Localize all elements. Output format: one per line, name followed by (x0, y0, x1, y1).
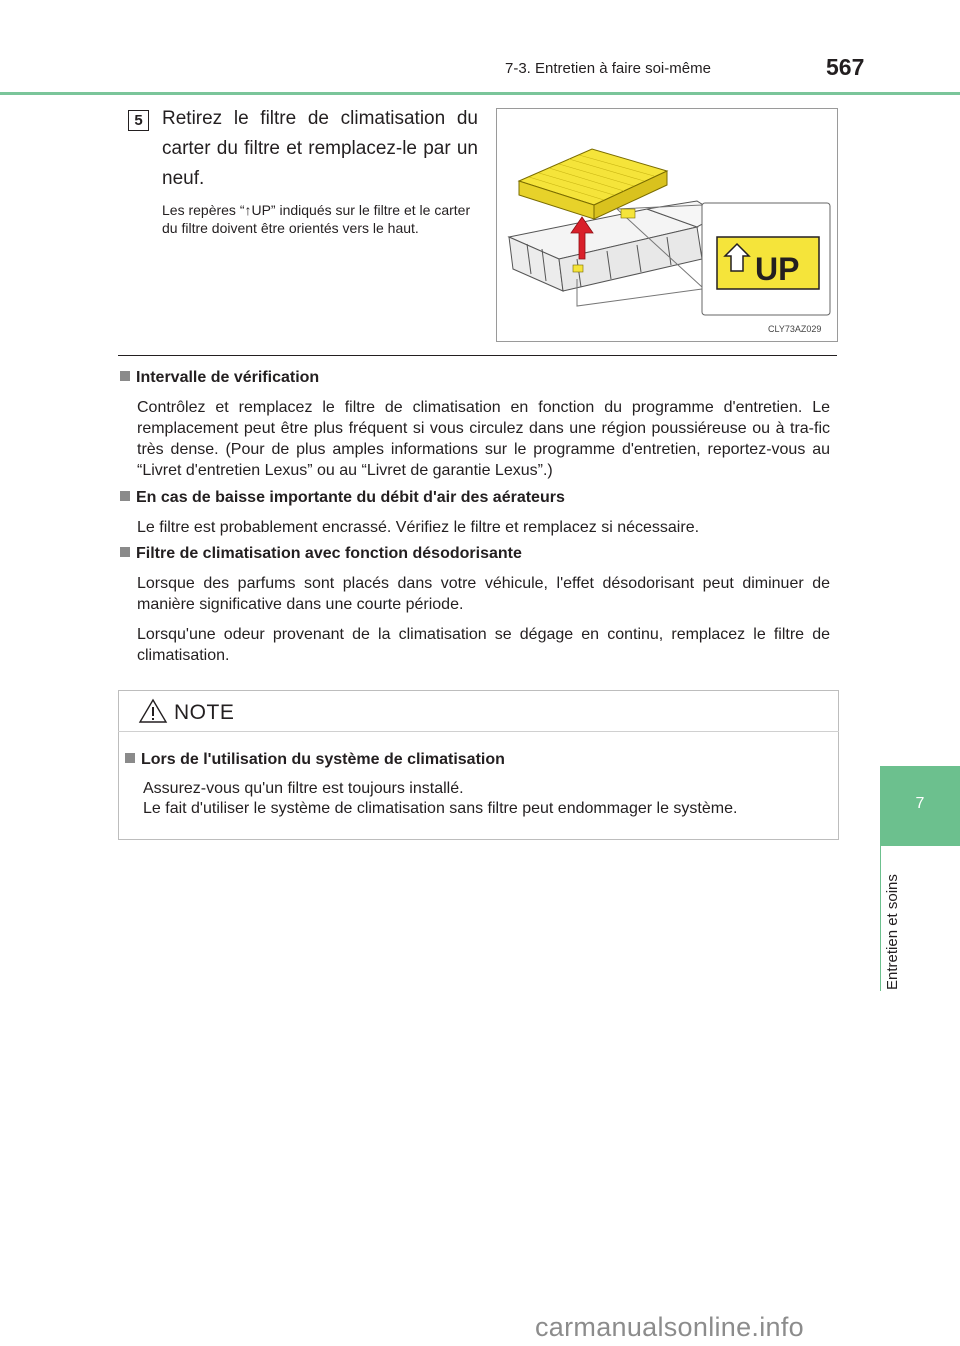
note-heading (125, 751, 505, 769)
note-line: Le fait d'utiliser le système de climatisation sans filtre peut endommager le système. (143, 800, 738, 817)
section-heading-text: En cas de baisse importante du débit d'air des aérateurs (136, 489, 565, 506)
section-heading-text: Filtre de climatisation avec fonction désodorisante (136, 545, 522, 562)
section-heading-text: Intervalle de vérification (136, 369, 320, 386)
bullet-square-icon (125, 753, 135, 763)
section-paragraph: Contrôlez et remplacez le filtre de climatisation en fonction du programme d'entretien. Le remplacement peut être plus fréquent si vous circulez dans une région poussiéreuse ou à tra-fic très dense. (Pour de plus amples informations sur le programme d'entretien, reportez-vous au “Livret d'entretien Lexus” ou au “Livret de garantie Lexus”.) (137, 399, 830, 479)
note-heading-text: Lors de l'utilisation du système de climatisation (141, 751, 505, 768)
header-rule (0, 92, 960, 95)
section-heading (120, 369, 319, 387)
section-heading (120, 489, 565, 507)
step-number: 5 (128, 110, 149, 131)
chapter-label: Entretien et soins (884, 874, 901, 990)
filter-illustration (496, 108, 838, 342)
watermark: carmanualsonline.info (535, 1312, 804, 1342)
page-number: 567 (826, 54, 865, 80)
illustration-code: CLY73AZ029 (768, 324, 822, 334)
section-paragraph: Lorsqu'une odeur provenant de la climatisation se dégage en continu, remplacez le filtre de climatisation. (137, 626, 830, 664)
section-paragraph: Le filtre est probablement encrassé. Vérifiez le filtre et remplacez si nécessaire. (137, 519, 700, 536)
note-label: NOTE (174, 701, 235, 724)
separator (118, 355, 837, 356)
filter-diagram (497, 109, 837, 341)
bullet-square-icon (120, 371, 130, 381)
chapter-number: 7 (915, 795, 925, 812)
note-body (143, 779, 823, 819)
chapter-tab-line (880, 846, 881, 991)
step-instruction: Retirez le filtre de climatisation du carter du filtre et remplacez-le par un neuf. (162, 108, 478, 189)
section-paragraph: Lorsque des parfums sont placés dans votre véhicule, l'effet désodorisant peut diminuer de manière significative dans une courte période. (137, 575, 830, 613)
step-note: Les repères “↑UP” indiqués sur le filtre et le carter du filtre doivent être orientés vers le haut. (162, 202, 471, 236)
note-divider (118, 731, 839, 732)
bullet-square-icon (120, 491, 130, 501)
section-title: 7-3. Entretien à faire soi-même (505, 60, 711, 77)
bullet-square-icon (120, 547, 130, 557)
note-line: Assurez-vous qu'un filtre est toujours installé. (143, 780, 464, 797)
up-label: UP (755, 251, 800, 287)
warning-icon (138, 698, 168, 724)
section-heading (120, 545, 522, 563)
